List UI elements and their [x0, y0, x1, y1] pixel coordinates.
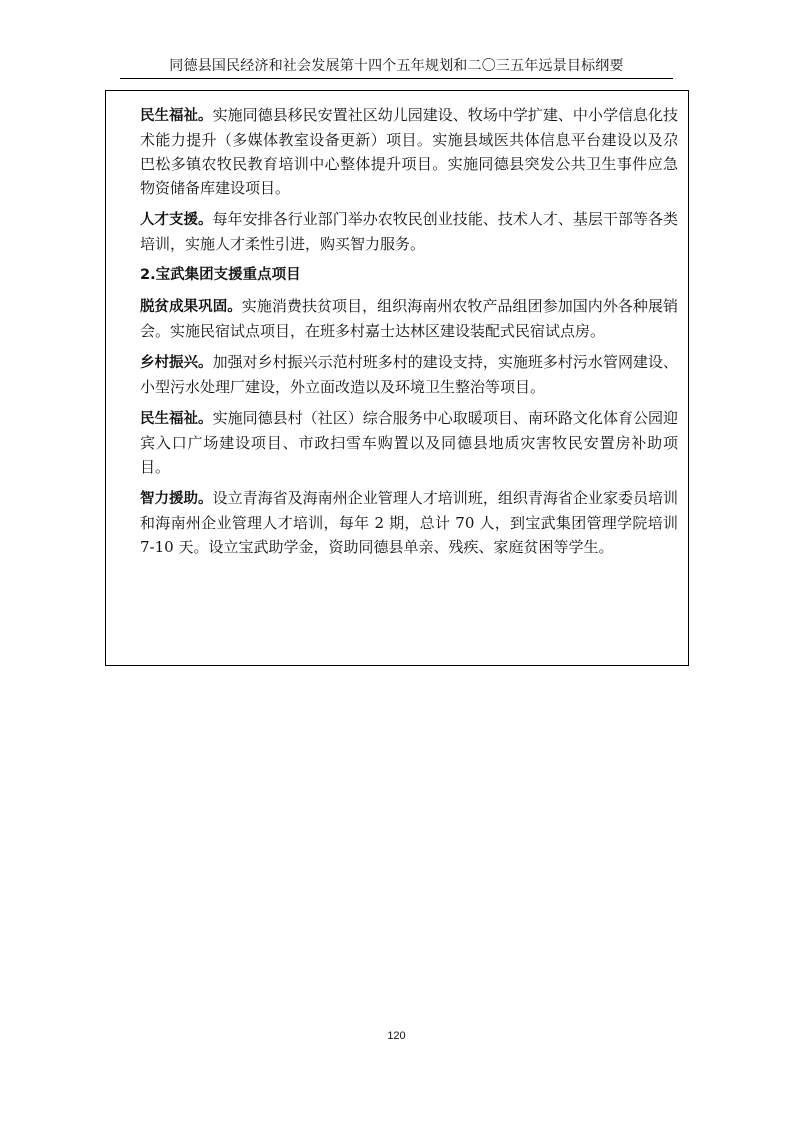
paragraph-lead: 民生福祉。 — [140, 108, 213, 124]
paragraph-text: 设立青海省及海南州企业管理人才培训班，组织青海省企业家委员培训和海南州企业管理人才培训，每年 2 期，总计 70 人，到宝武集团管理学院培训 7-10 天。设立宝武助学金，资助同德县单亲、残疾、家庭贫困等学生。 — [140, 489, 678, 556]
paragraph-lead: 民生福祉。 — [140, 411, 213, 427]
paragraph-livelihood-2 — [140, 406, 678, 479]
section-subheading: 2.宝武集团支援重点项目 — [140, 267, 301, 283]
paragraph-lead: 智力援助。 — [140, 491, 213, 507]
paragraph-text: 实施消费扶贫项目，组织海南州农牧产品组团参加国内外各种展销会。实施民宿试点项目，在班多村嘉士达林区建设装配式民宿试点房。 — [140, 297, 678, 340]
paragraph-poverty-consolidation — [140, 294, 678, 343]
header-divider — [120, 78, 673, 79]
paragraph-text: 加强对乡村振兴示范村班多村的建设支持，实施班多村污水管网建设、小型污水处理厂建设，外立面改造以及环境卫生整治等项目。 — [140, 353, 678, 396]
paragraph-text: 实施同德县移民安置社区幼儿园建设、牧场中学扩建、中小学信息化技术能力提升（多媒体教室设备更新）项目。实施县域医共体信息平台建设以及尕巴松多镇农牧民教育培训中心整体提升项目。实施同德县突发公共卫生事件应急物资储备库建设项目。 — [140, 106, 678, 197]
page-number: 120 — [387, 1030, 406, 1042]
paragraph-lead: 人才支援。 — [140, 212, 213, 228]
page-header-title: 同德县国民经济和社会发展第十四个五年规划和二〇三五年远景目标纲要 — [169, 58, 624, 74]
paragraph-lead: 乡村振兴。 — [140, 355, 213, 371]
paragraph-intellectual-aid — [140, 486, 678, 559]
paragraph-talent-support — [140, 207, 678, 256]
paragraph-livelihood-1 — [140, 103, 678, 200]
paragraph-lead: 脱贫成果巩固。 — [140, 299, 242, 315]
paragraph-rural-revitalization — [140, 350, 678, 399]
paragraph-text: 每年安排各行业部门举办农牧民创业技能、技术人才、基层干部等各类培训，实施人才柔性引进，购买智力服务。 — [140, 210, 678, 253]
paragraph-text: 实施同德县村（社区）综合服务中心取暖项目、南环路文化体育公园迎宾入口广场建设项目、市政扫雪车购置以及同德县地质灾害牧民安置房补助项目。 — [140, 409, 678, 476]
content-box — [105, 90, 689, 666]
